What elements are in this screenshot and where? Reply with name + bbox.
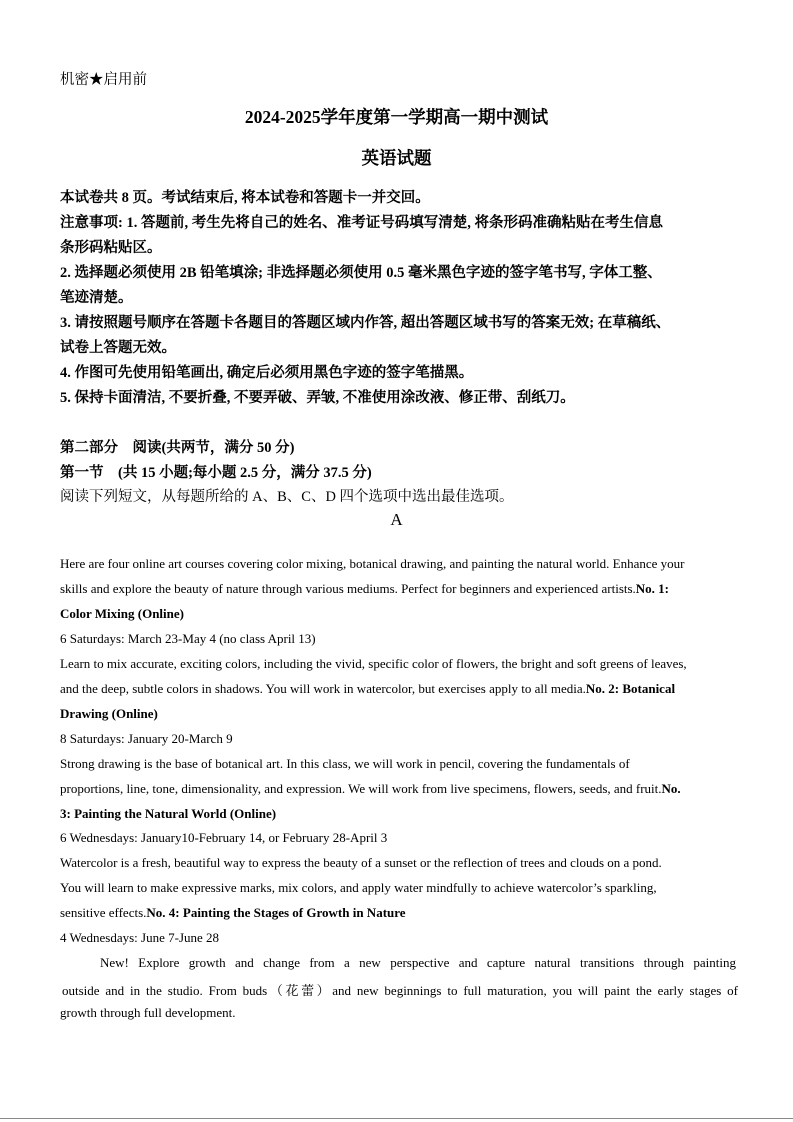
exam-title: 2024-2025学年度第一学期高一期中测试 xyxy=(244,107,549,127)
passage-line: Watercolor is a fresh, beautiful way to express the beauty of a sunset or the reflection of trees and clouds on a pond. xyxy=(60,855,662,870)
notice-line: 试卷上答题无效。 xyxy=(60,340,176,356)
notice-line: 2. 选择题必须使用 2B 铅笔填涂; 非选择题必须使用 0.5 毫米黑色字迹的签字笔书写, 字体工整、 xyxy=(60,265,662,281)
passage-line: outside and in the studio. From buds（花蕾）and new beginnings to full maturation, you will paint the early stages of xyxy=(62,983,738,998)
course-heading: 3: Painting the Natural World (Online) xyxy=(60,806,277,821)
notice-line: 笔迹清楚。 xyxy=(60,290,133,306)
passage-line: and the deep, subtle colors in shadows. You will work in watercolor, but exercises apply to all media.No. 2: Botanical xyxy=(60,681,676,696)
course-schedule: 6 Saturdays: March 23-May 4 (no class April 13) xyxy=(60,631,316,646)
confidential-label: 机密★启用前 xyxy=(60,72,147,88)
course-heading: No. xyxy=(661,781,681,796)
notice-line: 5. 保持卡面清洁, 不要折叠, 不要弄破、弄皱, 不准使用涂改液、修正带、刮纸刀。 xyxy=(60,390,575,406)
course-heading: No. 2: Botanical xyxy=(585,681,676,696)
passage-line: Learn to mix accurate, exciting colors, including the vivid, specific color of flowers, the bright and soft greens of leaves, xyxy=(60,656,687,671)
course-heading: No. 4: Painting the Stages of Growth in Nature xyxy=(146,905,406,920)
notice-line: 3. 请按照题号顺序在答题卡各题目的答题区域内作答, 超出答题区域书写的答案无效; 在草稿纸、 xyxy=(60,315,671,331)
passage-line: You will learn to make expressive marks, mix colors, and apply water mindfully to achieve watercolor’s sparkling, xyxy=(60,880,657,895)
passage-line: New! Explore growth and change from a new perspective and capture natural transitions through painting xyxy=(100,955,736,970)
exam-subtitle: 英语试题 xyxy=(361,148,432,168)
section-heading: 第二部分 阅读(共两节，满分 50 分) xyxy=(60,440,295,456)
course-schedule: 6 Wednesdays: January10-February 14, or February 28-April 3 xyxy=(60,830,388,845)
course-schedule: 4 Wednesdays: June 7-June 28 xyxy=(60,930,220,945)
passage-line: sensitive effects.No. 4: Painting the Stages of Growth in Nature xyxy=(60,905,406,920)
passage-line: skills and explore the beauty of nature through various mediums. Perfect for beginners and experienced artists.No. 1: xyxy=(60,581,670,596)
passage-letter: A xyxy=(390,510,403,529)
passage-line: proportions, line, tone, dimensionality, and expression. We will work from live specimens, flowers, seeds, and fruit.No. xyxy=(60,781,681,796)
passage-line: Strong drawing is the base of botanical art. In this class, we will work in pencil, covering the fundamentals of xyxy=(60,756,630,771)
course-heading: Color Mixing (Online) xyxy=(60,606,184,621)
notice-line: 条形码粘贴区。 xyxy=(60,240,162,256)
course-heading: Drawing (Online) xyxy=(60,706,158,721)
notice-line: 4. 作图可先使用铅笔画出, 确定后必须用黑色字迹的签字笔描黑。 xyxy=(60,365,474,381)
passage-line: Here are four online art courses covering color mixing, botanical drawing, and painting the natural world. Enhance your xyxy=(60,556,685,571)
subsection-heading: 第一节 (共 15 小题;每小题 2.5 分，满分 37.5 分) xyxy=(60,465,372,481)
notice-line: 注意事项: 1. 答题前, 考生先将自己的姓名、准考证号码填写清楚, 将条形码准确粘贴在考生信息 xyxy=(60,215,663,231)
section-instruction: 阅读下列短文，从每题所给的 A、B、C、D 四个选项中选出最佳选项。 xyxy=(60,489,514,505)
page-bottom-divider xyxy=(0,1118,793,1119)
course-schedule: 8 Saturdays: January 20-March 9 xyxy=(60,731,233,746)
course-heading: No. 1: xyxy=(635,581,670,596)
passage-line: growth through full development. xyxy=(60,1005,236,1020)
notice-line: 本试卷共 8 页。考试结束后, 将本试卷和答题卡一并交回。 xyxy=(60,190,430,206)
